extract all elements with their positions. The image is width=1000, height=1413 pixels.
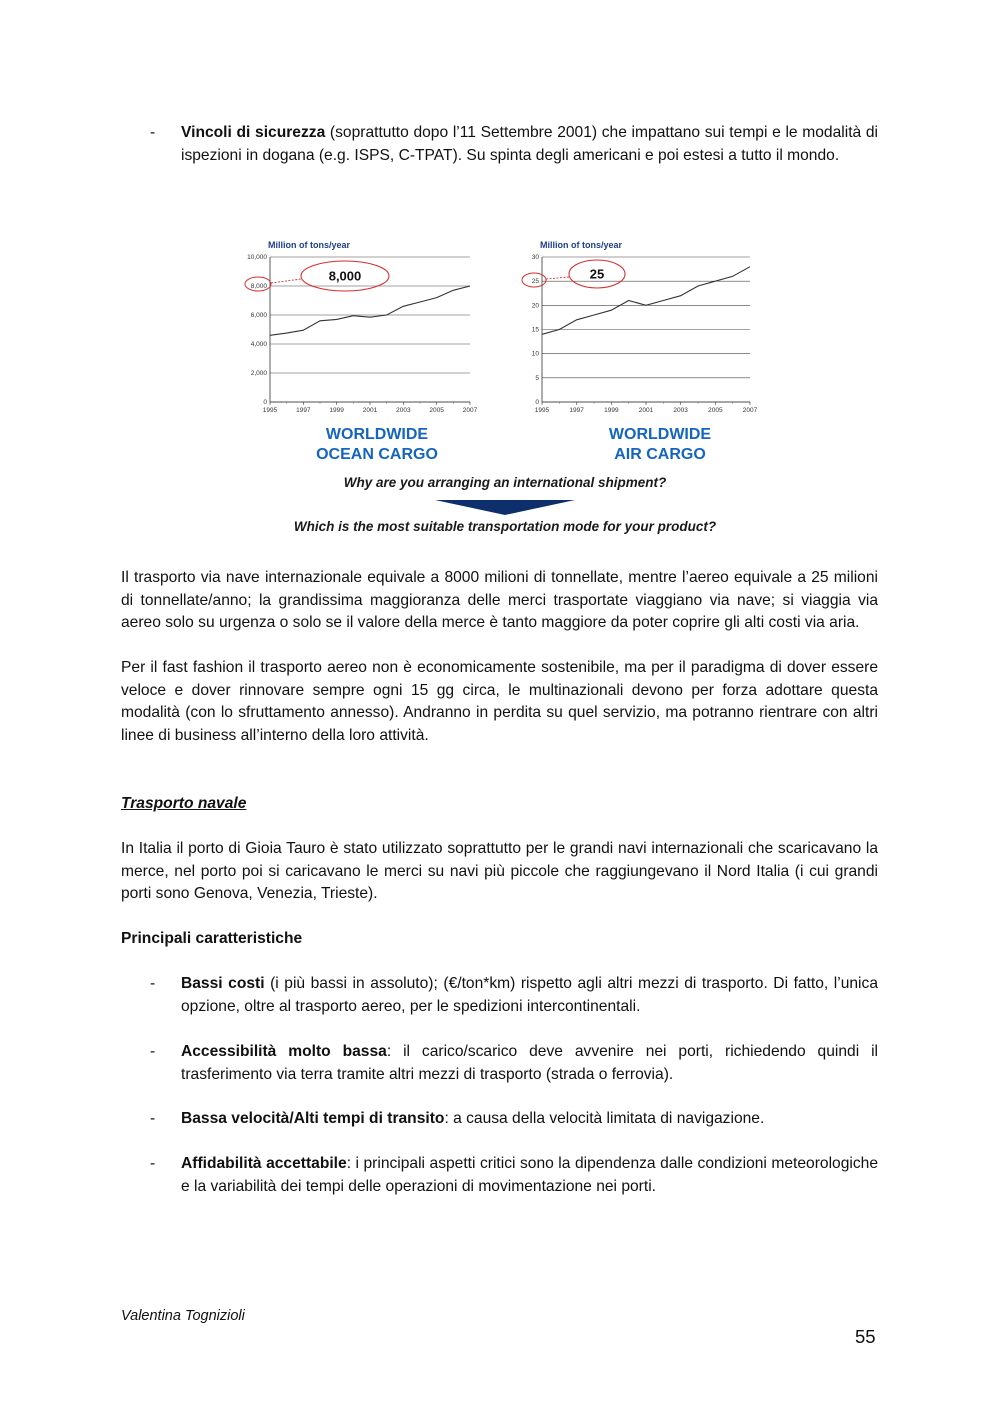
page-number: 55 [855, 1326, 876, 1347]
question-shipment: Why are you arranging an international shipment? [343, 475, 667, 490]
bullet-body: (soprattutto dopo l’11 Settembre 2001) che impattano sui tempi e le modalità di ispezioni in dogana (e.g. ISPS, C-TPAT). Su spinta degli americani e poi estesi a tutto il mondo. [181, 124, 878, 164]
y-tick-label: 2,000 [250, 370, 267, 377]
bullet-body: : il carico/scarico deve avvenire nei porti, richiedendo quindi il trasferimento via terra tramite altri mezzi di trasporto (strada o ferrovia). [181, 1043, 878, 1083]
y-tick-label: 10 [531, 350, 539, 358]
series-line [270, 286, 470, 335]
x-tick-label: 1995 [534, 407, 550, 414]
annotation-label: 25 [589, 266, 605, 282]
x-tick-label: 2003 [673, 407, 688, 414]
ocean-caption-line1: WORLDWIDE [325, 426, 429, 443]
y-tick-label: 5 [535, 374, 539, 382]
x-tick-label: 2003 [396, 407, 411, 414]
x-tick-label: 1999 [604, 407, 619, 414]
down-arrow-icon [435, 500, 575, 515]
section-heading [121, 793, 878, 816]
bullet-body: : i principali aspetti critici sono la dipendenza dalle condizioni meteorologiche e la variabilità dei tempi delle operazioni di movimentazione nei porti. [181, 1155, 879, 1195]
question-transport-mode: Which is the most suitable transportation mode for your product? [293, 519, 717, 534]
footer-author: Valentina Tognizioli [121, 1308, 245, 1324]
air-caption-line1: WORLDWIDE [608, 426, 712, 443]
bullet-bold-term: Bassi costi [181, 975, 265, 992]
x-tick-label: 1995 [262, 407, 278, 414]
section-heading-text: Trasporto navale [121, 795, 247, 812]
bullet-dash: - [150, 124, 156, 141]
x-tick-label: 1999 [329, 407, 344, 414]
bullet-bold-term: Accessibilità molto bassa [181, 1043, 387, 1060]
air-caption-line2: AIR CARGO [614, 446, 706, 463]
bullet-accessibility [150, 1041, 880, 1087]
x-tick-label: 2001 [638, 407, 654, 414]
y-tick-label: 10,000 [247, 254, 267, 261]
x-tick-label: 2007 [462, 407, 478, 414]
y-tick-label: 25 [531, 278, 539, 286]
bullet-body: (i più bassi in assoluto); (€/ton*km) rispetto agli altri mezzi di trasporto. Di fatto, l’unica opzione, oltre al trasporto aereo, per le spedizioni intercontinentali. [181, 975, 878, 1015]
annotation-connector [546, 277, 569, 279]
bullet-body: : a causa della velocità limitata di navigazione. [444, 1110, 765, 1127]
y-tick-label: 0 [263, 399, 267, 406]
y-tick-label: 15 [531, 326, 539, 334]
ocean-cargo-chart [245, 240, 478, 414]
bullet-dash: - [150, 975, 156, 992]
y-tick-label: 20 [531, 302, 539, 310]
ocean-caption-line2: OCEAN CARGO [316, 446, 438, 463]
bullet-dash: - [150, 1043, 156, 1060]
x-tick-label: 1997 [569, 407, 584, 414]
bullet-bold-term: Bassa velocità/Alti tempi di transito [181, 1110, 445, 1127]
y-tick-label: 4,000 [250, 341, 267, 348]
y-tick-label: 8,000 [250, 283, 267, 290]
x-tick-label: 1997 [296, 407, 311, 414]
air-cargo-chart [522, 240, 758, 414]
y-tick-label: 30 [531, 254, 539, 261]
subheading: Principali caratteristiche [121, 930, 303, 947]
paragraph-fast-fashion: Per il fast fashion il trasporto aereo non è economicamente sostenibile, ma per il paradigma di dover essere veloce e dover rinnovare sempre ogni 15 gg circa, le multinazionali devono per forza adottare questa modalità (con lo sfruttamento annesso). Andranno in perdita su quel servizio, ma potranno rientrare con altri linee di business all’interno della loro attività. [121, 659, 878, 744]
bullet-speed [150, 1108, 880, 1132]
bullet-reliability [150, 1153, 880, 1199]
annotation-label: 8,000 [328, 268, 362, 284]
y-tick-label: 6,000 [250, 312, 267, 319]
y-tick-label: 0 [535, 399, 539, 406]
x-tick-label: 2005 [429, 407, 444, 414]
paragraph-comparison: Il trasporto via nave internazionale equivale a 8000 milioni di tonnellate, mentre l’aereo equivale a 25 milioni di tonnellate/anno; la grandissima maggioranza delle merci trasportate viaggiano via nave; si viaggia via aereo solo su urgenza o solo se il valore della merce è tanto maggiore da poter coprire gli alti costi via aria. [121, 569, 878, 631]
x-tick-label: 2005 [708, 407, 723, 414]
bullet-bold-term: Vincoli di sicurezza [181, 124, 326, 141]
annotation-connector [271, 279, 301, 283]
x-tick-label: 2001 [362, 407, 378, 414]
bullet-bold-term: Affidabilità accettabile [181, 1155, 347, 1172]
bullet-low-costs [150, 973, 880, 1019]
series-line [542, 267, 750, 335]
paragraph-gioia-tauro: In Italia il porto di Gioia Tauro è stato utilizzato soprattutto per le grandi navi internazionali che scaricavano la merce, nel porto poi si caricavano le merci su navi più piccole che raggiungevano il Nord Italia (i cui grandi porti sono Genova, Venezia, Trieste). [121, 840, 878, 902]
x-tick-label: 2007 [742, 407, 758, 414]
bullet-dash: - [150, 1155, 156, 1172]
bullet-security [150, 122, 880, 192]
bullet-dash: - [150, 1110, 156, 1127]
chart-title: Million of tons/year [268, 240, 351, 250]
chart-title: Million of tons/year [540, 240, 623, 250]
cargo-figure [230, 232, 770, 542]
